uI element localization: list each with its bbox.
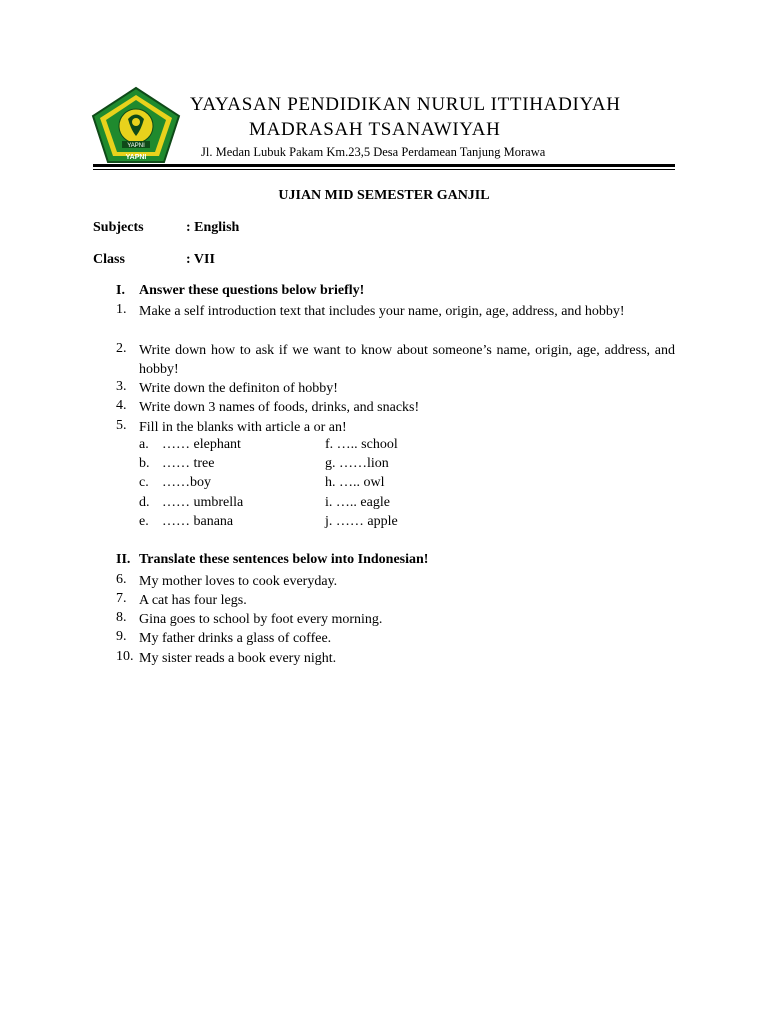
- question-text: Fill in the blanks with article a or an!: [139, 420, 347, 435]
- question-text: Write down 3 names of foods, drinks, and snacks!: [139, 400, 420, 415]
- class-label: Class: [93, 252, 125, 267]
- section-1-heading: Answer these questions below briefly!: [139, 283, 365, 298]
- subjects-value: : English: [186, 220, 240, 235]
- option-letter: a.: [139, 437, 149, 452]
- question-text: Gina goes to school by foot every morning.: [139, 612, 383, 627]
- school-address: Jl. Medan Lubuk Pakam Km.23,5 Desa Perdamean Tanjung Morawa: [201, 145, 546, 159]
- option-text: ……boy: [162, 475, 211, 490]
- question-number: 9.: [116, 629, 127, 644]
- letterhead-divider-thick: [93, 164, 675, 167]
- blank-option: h. ….. owl: [325, 475, 385, 490]
- section-2-number: II.: [116, 552, 131, 567]
- blank-option: j. …… apple: [325, 514, 398, 529]
- school-name: MADRASAH TSANAWIYAH: [249, 119, 501, 140]
- svg-text:YAPNI: YAPNI: [127, 143, 145, 149]
- question-text: Write down the definiton of hobby!: [139, 381, 338, 396]
- subjects-label: Subjects: [93, 220, 144, 235]
- blank-option: f. ….. school: [325, 437, 398, 452]
- exam-title: UJIAN MID SEMESTER GANJIL: [278, 188, 490, 203]
- class-value: : VII: [186, 252, 215, 267]
- option-letter: b.: [139, 456, 150, 471]
- question-number: 2.: [116, 341, 127, 356]
- blank-option: [139, 437, 241, 453]
- svg-text:YAPNI: YAPNI: [125, 154, 147, 161]
- question-text: My mother loves to cook everyday.: [139, 574, 338, 589]
- question-text: Write down how to ask if we want to know about someone’s name, origin, age, address, and hobby!: [139, 343, 675, 377]
- question-number: 3.: [116, 379, 127, 394]
- question-number: 5.: [116, 418, 127, 433]
- letterhead-divider-thin: [93, 169, 675, 170]
- question-number: 8.: [116, 610, 127, 625]
- option-letter: c.: [139, 475, 149, 490]
- blank-option: i. ….. eagle: [325, 495, 390, 510]
- school-logo: [91, 86, 181, 164]
- blank-option: [139, 514, 233, 530]
- question-text: A cat has four legs.: [139, 593, 247, 608]
- question-text: My sister reads a book every night.: [139, 651, 337, 666]
- question-number: 10.: [116, 649, 134, 664]
- question-number: 6.: [116, 572, 127, 587]
- blank-option: [139, 475, 211, 491]
- question-text: Make a self introduction text that includes your name, origin, age, address, and hobby!: [139, 304, 625, 319]
- option-letter: d.: [139, 495, 150, 510]
- option-text: …… tree: [162, 456, 215, 471]
- question-number: 1.: [116, 302, 127, 317]
- blank-option: g. ……lion: [325, 456, 389, 471]
- option-text: …… umbrella: [162, 495, 244, 510]
- question-text: My father drinks a glass of coffee.: [139, 631, 332, 646]
- option-letter: e.: [139, 514, 149, 529]
- blank-option: [139, 495, 243, 511]
- option-text: …… banana: [162, 514, 234, 529]
- section-1-number: I.: [116, 283, 125, 298]
- section-2-heading: Translate these sentences below into Indonesian!: [139, 552, 429, 567]
- option-text: …… elephant: [162, 437, 241, 452]
- foundation-name: YAYASAN PENDIDIKAN NURUL ITTIHADIYAH: [190, 94, 621, 115]
- blank-option: [139, 456, 214, 472]
- question-number: 7.: [116, 591, 127, 606]
- question-number: 4.: [116, 398, 127, 413]
